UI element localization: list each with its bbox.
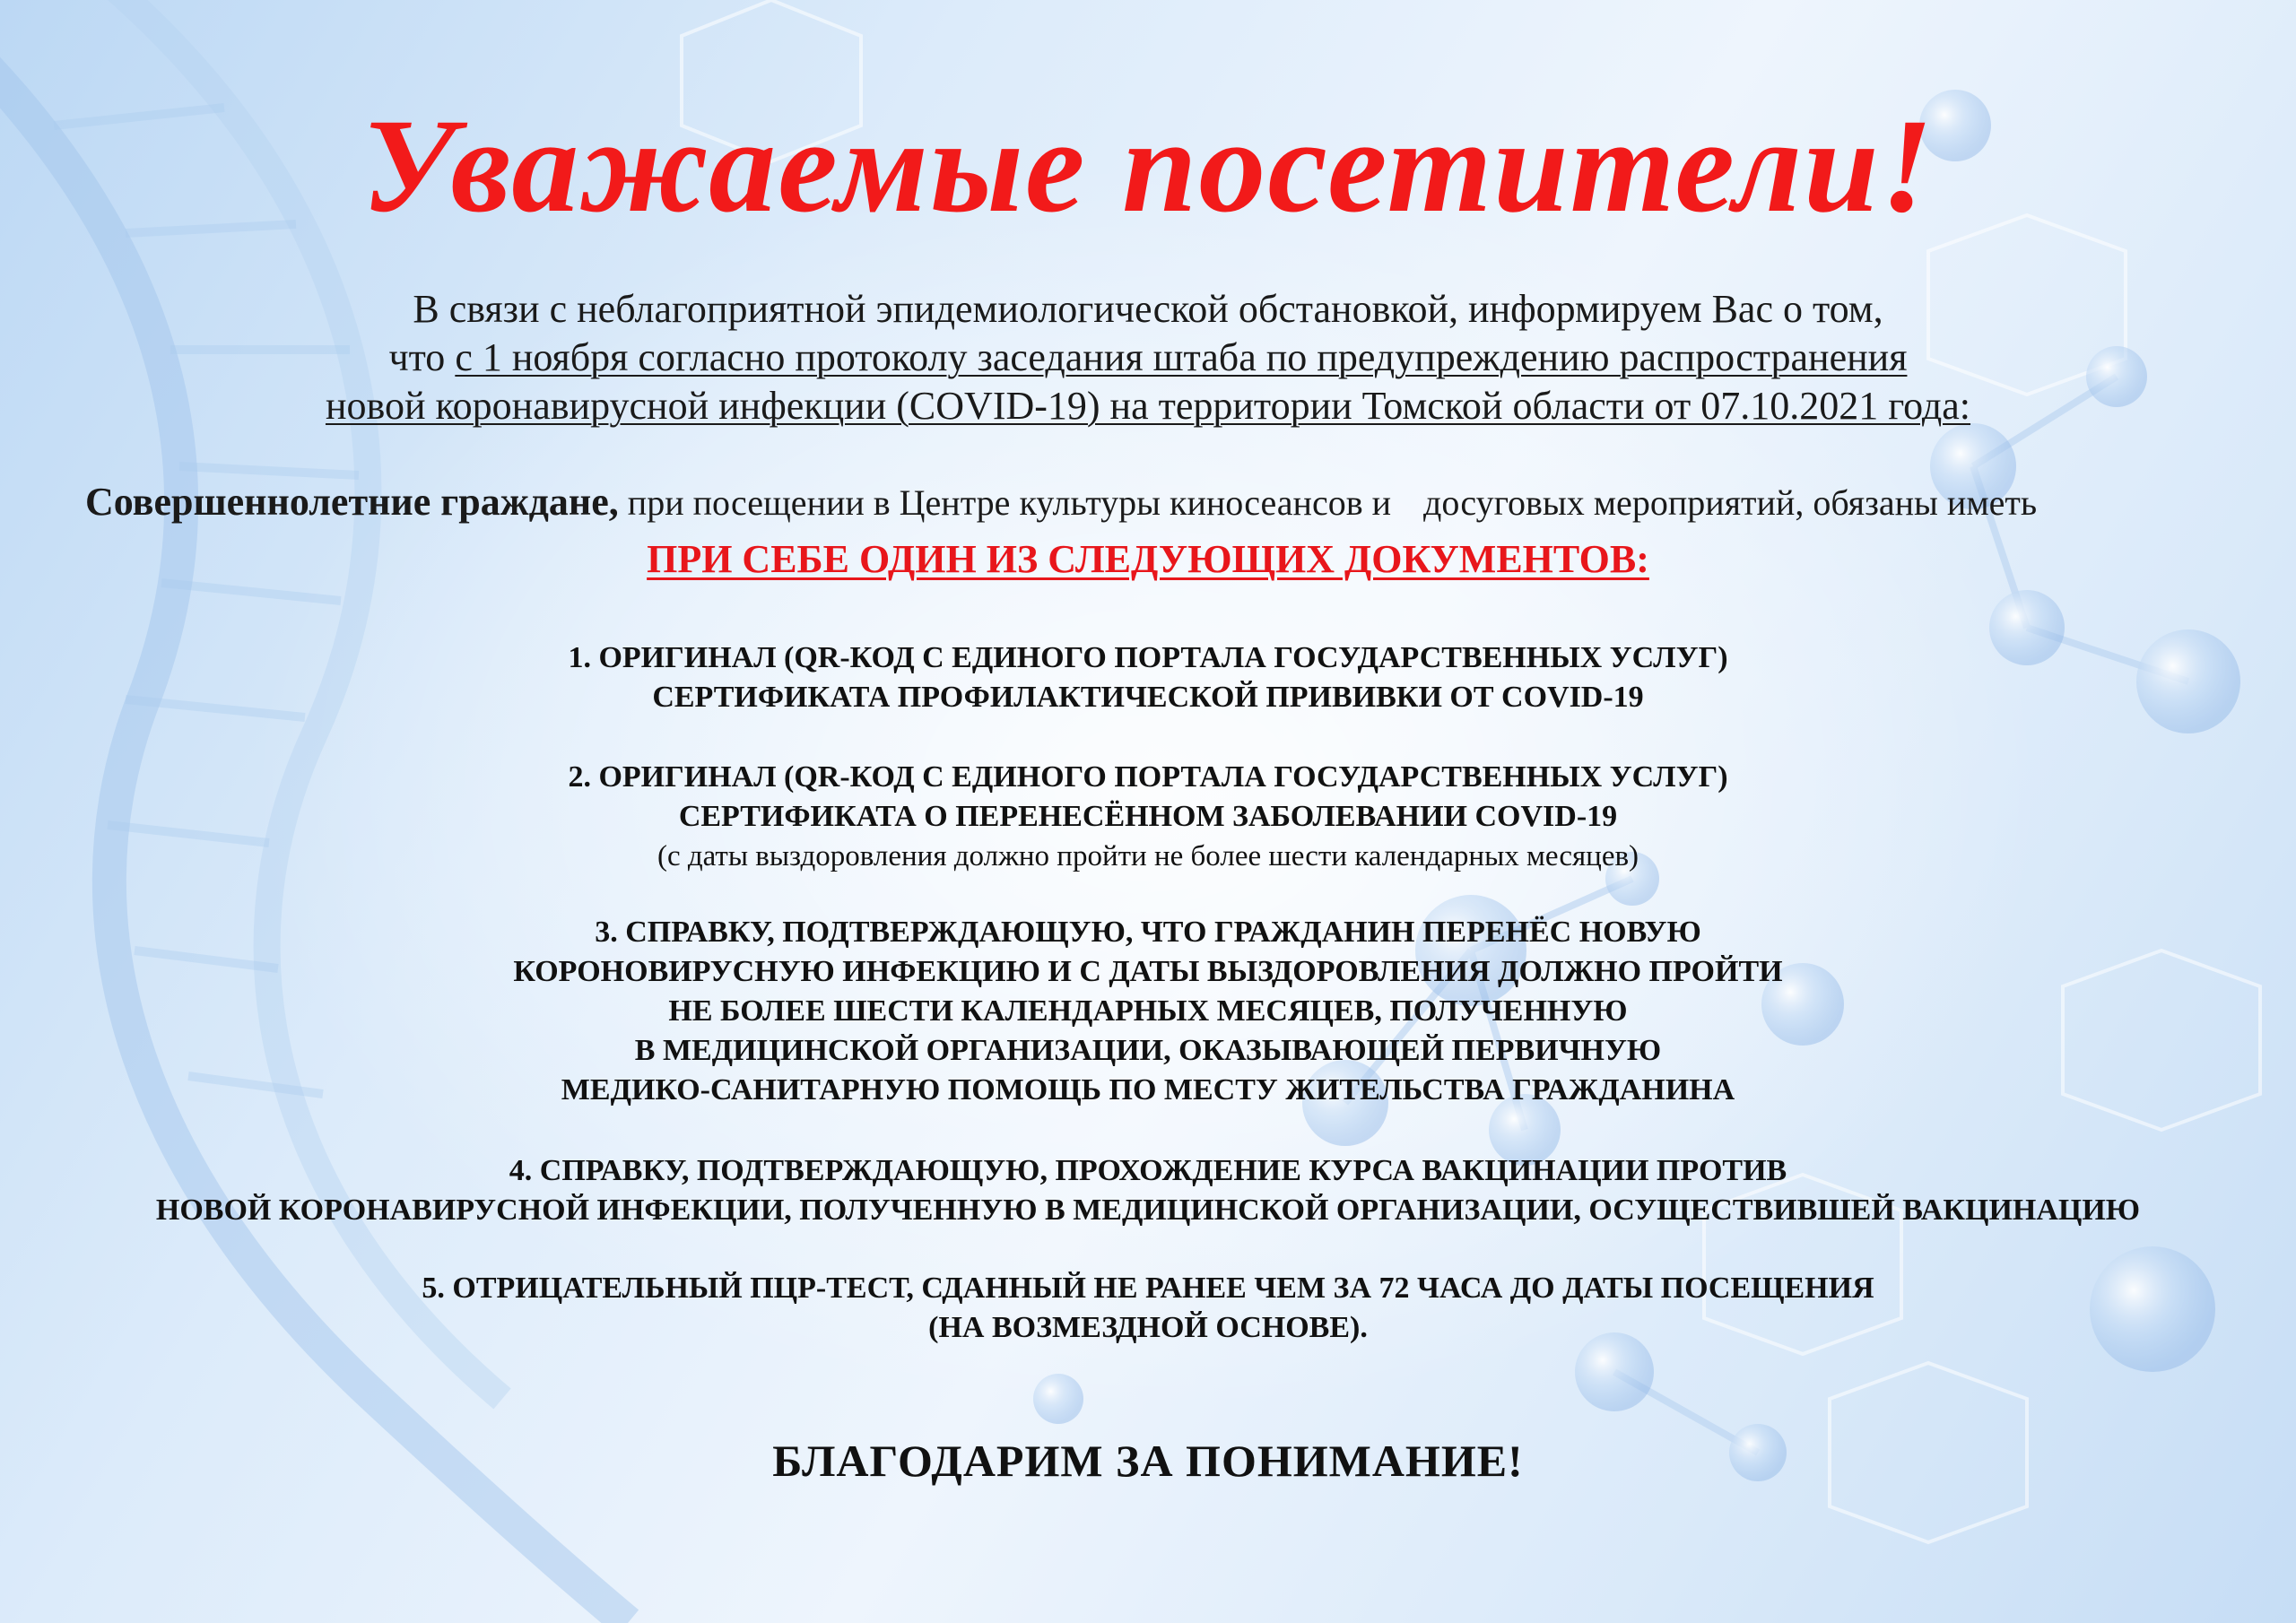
document-item-1 [0,638,2296,717]
document-item-2 [0,758,2296,876]
document-item-line: НОВОЙ КОРОНАВИРУСНОЙ ИНФЕКЦИИ, ПОЛУЧЕННУЮ В МЕДИЦИНСКОЙ ОРГАНИЗАЦИИ, ОСУЩЕСТВИВШЕЙ ВАКЦИНАЦИЮ [155,1193,2141,1227]
document-item-line: 2. ОРИГИНАЛ (QR-КОД С ЕДИНОГО ПОРТАЛА ГОСУДАРСТВЕННЫХ УСЛУГ) [568,760,1728,794]
intro-line-3 [0,382,2296,430]
document-item-line: НЕ БОЛЕЕ ШЕСТИ КАЛЕНДАРНЫХ МЕСЯЦЕВ, ПОЛУЧЕННУЮ [668,994,1628,1028]
document-item-line: 1. ОРИГИНАЛ (QR-КОД С ЕДИНОГО ПОРТАЛА ГОСУДАРСТВЕННЫХ УСЛУГ) [568,641,1728,674]
thanks-footer: БЛАГОДАРИМ ЗА ПОНИМАНИЕ! [772,1436,1524,1486]
intro-line-3-underlined: новой коронавирусной инфекции (COVID-19) на территории Томской области от 07.10.2021 года: [325,384,1971,428]
citizens-paragraph [85,480,2037,525]
document-item-4 [0,1151,2296,1230]
documents-heading: ПРИ СЕБЕ ОДИН ИЗ СЛЕДУЮЩИХ ДОКУМЕНТОВ: [647,537,1649,581]
document-item-line: 3. СПРАВКУ, ПОДТВЕРЖДАЮЩУЮ, ЧТО ГРАЖДАНИН ПЕРЕНЁС НОВУЮ [595,916,1701,949]
document-item-line: 4. СПРАВКУ, ПОДТВЕРЖДАЮЩУЮ, ПРОХОЖДЕНИЕ КУРСА ВАКЦИНАЦИИ ПРОТИВ [509,1154,1787,1187]
intro-line-2 [0,334,2296,382]
intro-line-1: В связи с неблагоприятной эпидемиологической обстановкой, информируем Вас о том, [413,287,1883,331]
document-item-line: В МЕДИЦИНСКОЙ ОРГАНИЗАЦИИ, ОКАЗЫВАЮЩЕЙ ПЕРВИЧНУЮ [634,1034,1662,1067]
document-item-line: КОРОНОВИРУСНУЮ ИНФЕКЦИЮ И С ДАТЫ ВЫЗДОРОВЛЕНИЯ ДОЛЖНО ПРОЙТИ [513,955,1783,988]
citizens-text-1: при посещении в Центре культуры киносеансов и [627,482,1391,523]
intro-line-2-plain: что [388,335,456,379]
intro-paragraph [0,285,2296,430]
page-title: Уважаемые посетители! [361,91,1935,240]
citizens-text-2: досуговых мероприятий, обязаны иметь [1423,482,2038,523]
document-item-line: 5. ОТРИЦАТЕЛЬНЫЙ ПЦР-ТЕСТ, СДАННЫЙ НЕ РАНЕЕ ЧЕМ ЗА 72 ЧАСА ДО ДАТЫ ПОСЕЩЕНИЯ [422,1271,1874,1305]
document-item-3 [0,913,2296,1110]
document-item-line: СЕРТИФИКАТА О ПЕРЕНЕСЁННОМ ЗАБОЛЕВАНИИ COVID-19 [678,800,1618,833]
document-item-note: (с даты выздоровления должно пройти не более шести календарных месяцев) [657,840,1639,872]
document-item-line: МЕДИКО-САНИТАРНУЮ ПОМОЩЬ ПО МЕСТУ ЖИТЕЛЬСТВА ГРАЖДАНИНА [561,1073,1735,1107]
document-item-5 [0,1269,2296,1348]
citizens-lead: Совершеннолетние граждане, [85,480,619,524]
intro-line-2-underlined: с 1 ноября согласно протоколу заседания штаба по предупреждению распространения [455,335,1908,379]
document-item-line: (НА ВОЗМЕЗДНОЙ ОСНОВЕ). [928,1311,1368,1344]
document-item-line: СЕРТИФИКАТА ПРОФИЛАКТИЧЕСКОЙ ПРИВИВКИ ОТ COVID-19 [652,681,1644,714]
